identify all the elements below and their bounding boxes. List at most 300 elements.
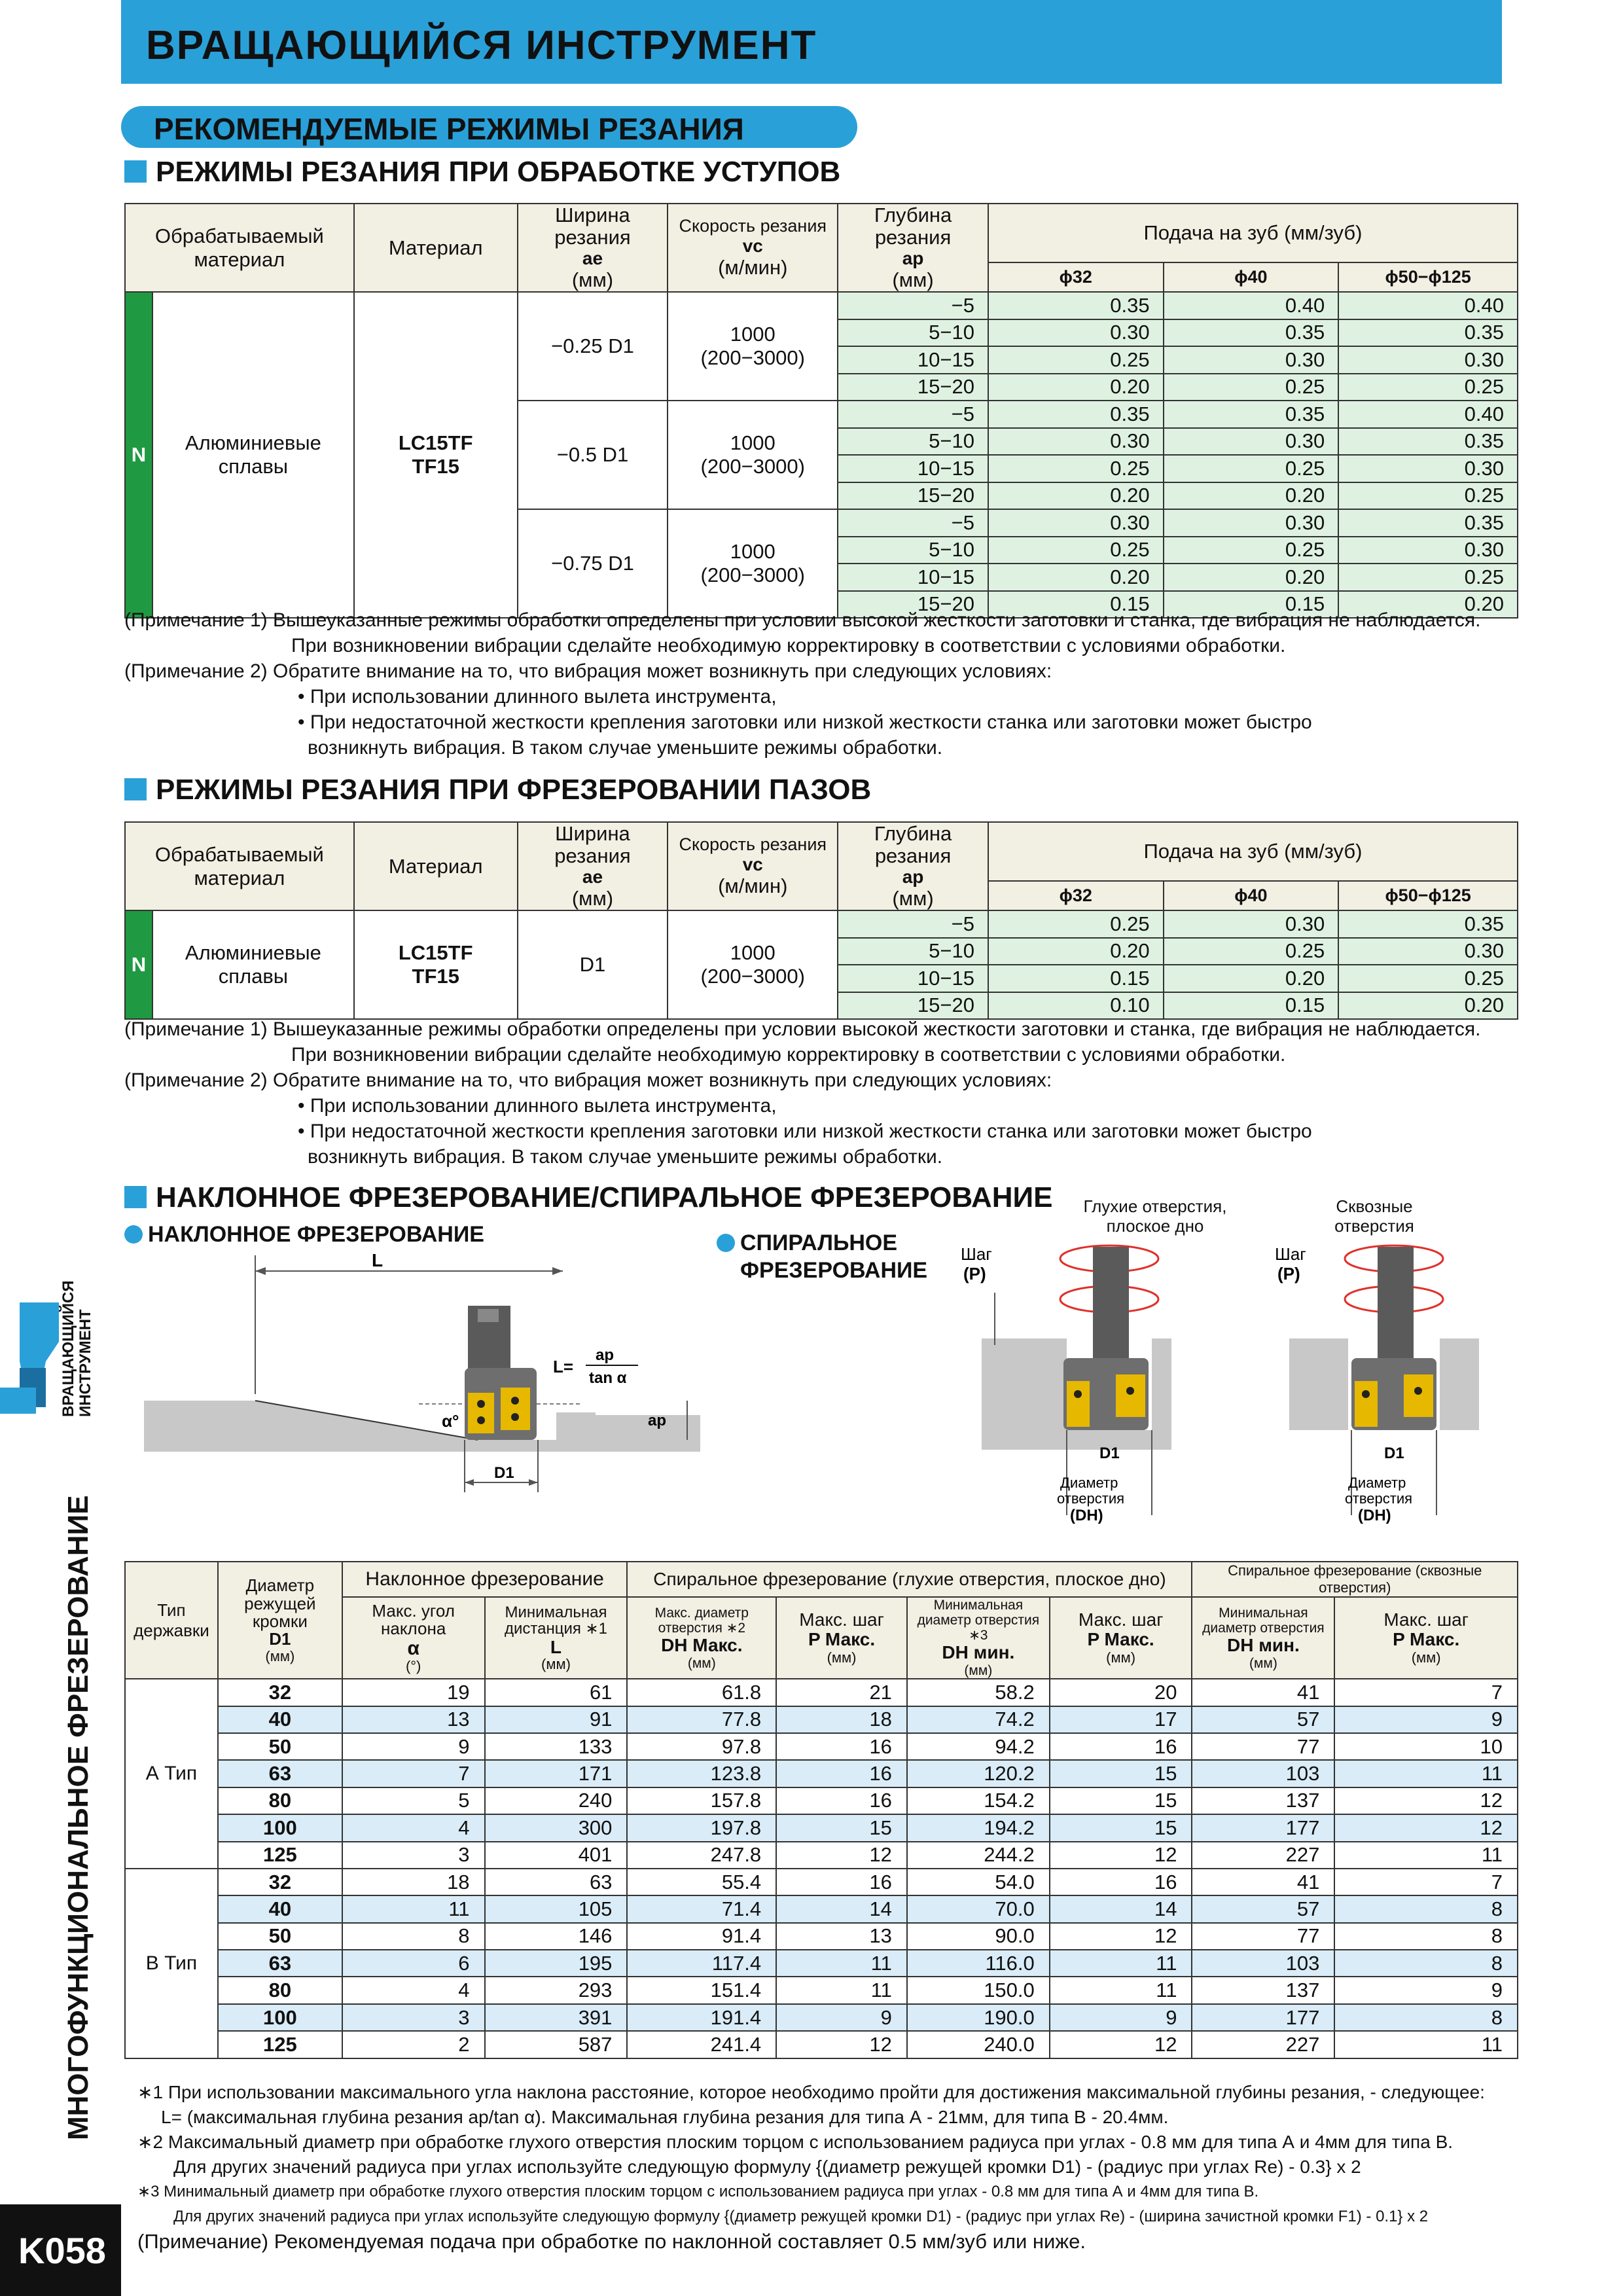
feed-value: 0.30	[1164, 428, 1339, 456]
feed-value: 0.35	[988, 401, 1164, 428]
ramp-formula-num: ap	[596, 1346, 615, 1364]
ramp-value: 103	[1192, 1950, 1334, 1977]
material-group-code: N	[125, 292, 152, 618]
header-helix-blind: Спиральное фрезерование (глухие отверстия, плоское дно)	[627, 1562, 1192, 1597]
ramp-value: 4	[342, 1977, 485, 2003]
cutting-diameter: 80	[218, 1787, 342, 1814]
cutting-diameter: 32	[218, 1679, 342, 1706]
feed-value: 0.20	[988, 938, 1164, 965]
blind-hole-label: Глухие отверстия, плоское дно	[1083, 1196, 1227, 1236]
feed-value: 0.35	[1338, 910, 1518, 938]
ramp-value: 191.4	[627, 2004, 776, 2031]
feed-value: 0.35	[1164, 401, 1339, 428]
cutting-diameter: 50	[218, 1733, 342, 1760]
header-material: Материал	[354, 822, 518, 910]
section-pill	[121, 106, 857, 148]
ramp-value: 194.2	[907, 1814, 1050, 1841]
ramp-value: 16	[776, 1733, 907, 1760]
ramp-value: 247.8	[627, 1842, 776, 1869]
ramp-value: 58.2	[907, 1679, 1050, 1706]
depth-of-cut: 15−20	[838, 591, 988, 619]
ramp-value: 55.4	[627, 1869, 776, 1895]
ramp-value: 8	[1334, 1923, 1518, 1950]
depth-of-cut: 10−15	[838, 965, 988, 992]
feed-value: 0.25	[1338, 564, 1518, 591]
ramp-value: 293	[485, 1977, 628, 2003]
ramp-value: 4	[342, 1814, 485, 1841]
ramp-value: 151.4	[627, 1977, 776, 2003]
feed-value: 0.25	[1164, 537, 1339, 564]
feed-value: 0.40	[1338, 292, 1518, 319]
page-number: K058	[18, 2230, 106, 2271]
ramp-value: 57	[1192, 1895, 1334, 1922]
ramp-value: 5	[342, 1787, 485, 1814]
section-pill-label: РЕКОМЕНДУЕМЫЕ РЕЖИМЫ РЕЗАНИЯ	[154, 112, 744, 146]
ramp-value: 19	[342, 1679, 485, 1706]
ramp-value: 241.4	[627, 2031, 776, 2058]
ramp-value: 116.0	[907, 1950, 1050, 1977]
header-p-max: Макс. шаг P Макс. (мм)	[776, 1597, 907, 1679]
feed-value: 0.30	[1338, 938, 1518, 965]
header-material-group: Обрабатываемый материал	[125, 204, 354, 292]
dh-label-1: Диаметр	[1348, 1475, 1406, 1491]
table-row	[125, 910, 1518, 938]
depth-of-cut: 10−15	[838, 346, 988, 374]
feed-value: 0.30	[1338, 537, 1518, 564]
ramp-ap-label: ap	[648, 1412, 667, 1429]
header-material-group: Обрабатываемый материал	[125, 822, 354, 910]
ramp-value: 103	[1192, 1760, 1334, 1787]
ramp-value: 12	[1050, 2031, 1192, 2058]
feed-value: 0.25	[988, 910, 1164, 938]
feed-value: 0.25	[988, 455, 1164, 482]
width-of-cut: D1	[518, 910, 668, 1019]
depth-of-cut: −5	[838, 292, 988, 319]
feed-value: 0.25	[1164, 455, 1339, 482]
header-feed: Подача на зуб (мм/зуб)	[988, 204, 1518, 262]
holder-type: А Тип	[125, 1679, 218, 1869]
header-material: Материал	[354, 204, 518, 292]
ramp-value: 7	[1334, 1869, 1518, 1895]
table-row	[125, 1977, 1518, 2003]
depth-of-cut: −5	[838, 509, 988, 537]
ramp-value: 63	[485, 1869, 628, 1895]
header-ap: Глубина резания ap (мм)	[838, 822, 988, 910]
ramp-value: 240.0	[907, 2031, 1050, 2058]
section-slot-title: РЕЖИМЫ РЕЗАНИЯ ПРИ ФРЕЗЕРОВАНИИ ПАЗОВ	[124, 774, 871, 806]
section-shoulder-title: РЕЖИМЫ РЕЗАНИЯ ПРИ ОБРАБОТКЕ УСТУПОВ	[124, 156, 840, 188]
ramp-value: 3	[342, 2004, 485, 2031]
helix-d1-label: D1	[1384, 1444, 1404, 1462]
ramp-value: 11	[1334, 1760, 1518, 1787]
ramp-value: 15	[1050, 1787, 1192, 1814]
rotating-tool-icon	[0, 1302, 59, 1417]
ramp-value: 300	[485, 1814, 628, 1841]
ramp-value: 240	[485, 1787, 628, 1814]
table-row	[125, 1923, 1518, 1950]
page-header-bar	[121, 0, 1502, 84]
material-grade: LC15TF TF15	[354, 910, 518, 1019]
header-ae: Ширина резания ae (мм)	[518, 822, 668, 910]
dh-label-2: отверстия	[1345, 1490, 1413, 1507]
ramp-value: 16	[1050, 1733, 1192, 1760]
square-bullet-icon	[124, 160, 147, 183]
ramp-value: 177	[1192, 1814, 1334, 1841]
feed-value: 0.25	[1164, 374, 1339, 401]
depth-of-cut: 5−10	[838, 537, 988, 564]
ramp-value: 16	[776, 1869, 907, 1895]
ramp-value: 16	[776, 1787, 907, 1814]
ramp-value: 11	[1050, 1950, 1192, 1977]
header-ae: Ширина резания ae (мм)	[518, 204, 668, 292]
slot-notes: (Примечание 1) Вышеуказанные режимы обработки определены при условии высокой жесткости заготовки и станка, где вибрация не наблюдается. При возникновении вибрации сделайте необходимую корректировку в соответствии с условиями обработки. (Примечание 2) Обратите внимание на то, что вибрация может возникнуть при следующих условиях: • При использовании длинного вылета инструмента, • При недостаточной жесткости крепления заготовки или низкой жесткости станка или заготовки может быстро возникнуть вибрация. В таком случае уменьшите режимы обработки.	[124, 1018, 1481, 1168]
table-row	[125, 2031, 1518, 2058]
helix-blind-diagram	[955, 1234, 1204, 1541]
through-hole-label: Сквозные отверстия	[1334, 1196, 1414, 1236]
ramp-value: 10	[1334, 1733, 1518, 1760]
ramp-subtitle: НАКЛОННОЕ ФРЕЗЕРОВАНИЕ	[124, 1222, 484, 1247]
ramp-value: 9	[1050, 2004, 1192, 2031]
ramp-value: 120.2	[907, 1760, 1050, 1787]
ramp-value: 12	[1050, 1842, 1192, 1869]
ramp-value: 9	[1334, 1977, 1518, 2003]
ramp-value: 16	[776, 1760, 907, 1787]
ramp-value: 71.4	[627, 1895, 776, 1922]
dh-label-3: (DH)	[1070, 1507, 1103, 1524]
ramp-value: 57	[1192, 1706, 1334, 1733]
slot-table	[124, 821, 1518, 1020]
feed-value: 0.30	[1164, 910, 1339, 938]
sidebar-tab[interactable]	[0, 1280, 98, 1417]
ramp-value: 11	[1334, 2031, 1518, 2058]
circle-bullet-icon	[717, 1234, 735, 1252]
ramp-value: 61	[485, 1679, 628, 1706]
shoulder-table	[124, 203, 1518, 619]
square-bullet-icon	[124, 1186, 147, 1208]
ramp-value: 21	[776, 1679, 907, 1706]
table-row	[125, 1950, 1518, 1977]
header-ramp: Наклонное фрезерование	[342, 1562, 628, 1597]
header-d50: ϕ50−ϕ125	[1338, 881, 1518, 910]
ramp-value: 157.8	[627, 1787, 776, 1814]
header-ap: Глубина резания ap (мм)	[838, 204, 988, 292]
ramp-value: 8	[342, 1923, 485, 1950]
ramp-value: 74.2	[907, 1706, 1050, 1733]
ramp-value: 117.4	[627, 1950, 776, 1977]
feed-value: 0.20	[1164, 965, 1339, 992]
ramp-value: 150.0	[907, 1977, 1050, 2003]
ramp-value: 195	[485, 1950, 628, 1977]
depth-of-cut: 15−20	[838, 482, 988, 510]
header-dh-max: Макс. диаметр отверстия ∗2 DH Макс. (мм)	[627, 1597, 776, 1679]
header-holder-type: Тип державки	[125, 1562, 218, 1679]
pitch-label: Шаг	[1275, 1244, 1306, 1264]
width-of-cut: −0.75 D1	[518, 509, 668, 618]
ramp-value: 97.8	[627, 1733, 776, 1760]
depth-of-cut: 10−15	[838, 455, 988, 482]
header-max-angle: Макс. угол наклона α (°)	[342, 1597, 485, 1679]
feed-value: 0.30	[1338, 455, 1518, 482]
ramp-value: 7	[1334, 1679, 1518, 1706]
feed-value: 0.35	[1338, 319, 1518, 347]
feed-value: 0.25	[1338, 965, 1518, 992]
depth-of-cut: −5	[838, 401, 988, 428]
ramp-value: 137	[1192, 1977, 1334, 2003]
feed-value: 0.20	[1164, 564, 1339, 591]
cutting-diameter: 50	[218, 1923, 342, 1950]
ramp-value: 2	[342, 2031, 485, 2058]
ramp-alpha-label: α°	[442, 1411, 459, 1431]
ramp-value: 17	[1050, 1706, 1192, 1733]
header-min-distance: Минимальная дистанция ∗1 L (мм)	[485, 1597, 628, 1679]
header-d40: ϕ40	[1164, 881, 1339, 910]
feed-value: 0.35	[1164, 319, 1339, 347]
circle-bullet-icon	[124, 1225, 143, 1244]
feed-value: 0.25	[988, 537, 1164, 564]
ramp-value: 54.0	[907, 1869, 1050, 1895]
feed-value: 0.15	[1164, 992, 1339, 1020]
ramp-value: 12	[776, 1842, 907, 1869]
shoulder-notes: (Примечание 1) Вышеуказанные режимы обработки определены при условии высокой жесткости заготовки и станка, где вибрация не наблюдается. При возникновении вибрации сделайте необходимую корректировку в соответствии с условиями обработки. (Примечание 2) Обратите внимание на то, что вибрация может возникнуть при следующих условиях: • При использовании длинного вылета инструмента, • При недостаточной жесткости крепления заготовки или низкой жесткости станка или заготовки может быстро возникнуть вибрация. В таком случае уменьшите режимы обработки.	[124, 609, 1481, 759]
ramp-helix-table	[124, 1561, 1518, 2059]
ramp-value: 190.0	[907, 2004, 1050, 2031]
header-d50: ϕ50−ϕ125	[1338, 262, 1518, 292]
header-feed: Подача на зуб (мм/зуб)	[988, 822, 1518, 881]
helix-subtitle: СПИРАЛЬНОЕ	[717, 1230, 897, 1256]
header-d40: ϕ40	[1164, 262, 1339, 292]
ramp-value: 77	[1192, 1733, 1334, 1760]
holder-type: В Тип	[125, 1869, 218, 2058]
ramp-value: 11	[1334, 1842, 1518, 1869]
cutting-diameter: 63	[218, 1950, 342, 1977]
material-group-name: Алюминиевые сплавы	[152, 292, 354, 618]
feed-value: 0.30	[1164, 346, 1339, 374]
cutting-diameter: 63	[218, 1760, 342, 1787]
table-row	[125, 1842, 1518, 1869]
ramp-value: 227	[1192, 1842, 1334, 1869]
ramp-value: 14	[776, 1895, 907, 1922]
ramp-value: 12	[1050, 1923, 1192, 1950]
cutting-speed: 1000 (200−3000)	[668, 509, 838, 618]
helix-through-diagram	[1270, 1234, 1505, 1541]
table-row	[125, 1679, 1518, 1706]
sidebar-tab-label: ВРАЩАЮЩИЙСЯ ИНСТРУМЕНТ	[60, 1280, 94, 1417]
feed-value: 0.40	[1164, 292, 1339, 319]
ramp-value: 77.8	[627, 1706, 776, 1733]
ramp-value: 146	[485, 1923, 628, 1950]
header-dh-min-through: Минимальная диаметр отверстия DH мин. (мм)	[1192, 1597, 1334, 1679]
page-title: ВРАЩАЮЩИЙСЯ ИНСТРУМЕНТ	[146, 23, 817, 68]
ramp-formula-l: L=	[553, 1357, 574, 1376]
ramp-value: 177	[1192, 2004, 1334, 2031]
ramp-value: 70.0	[907, 1895, 1050, 1922]
feed-value: 0.25	[988, 346, 1164, 374]
ramp-value: 11	[1050, 1977, 1192, 2003]
feed-value: 0.30	[988, 428, 1164, 456]
feed-value: 0.25	[1164, 938, 1339, 965]
ramp-value: 9	[342, 1733, 485, 1760]
ramp-value: 8	[1334, 1950, 1518, 1977]
ramp-value: 18	[776, 1706, 907, 1733]
side-section-title: МНОГОФУНКЦИОНАЛЬНОЕ ФРЕЗЕРОВАНИЕ	[62, 1495, 94, 2140]
pitch-p-label: (P)	[963, 1264, 986, 1283]
feed-value: 0.15	[988, 965, 1164, 992]
footnotes: ∗1 При использовании максимального угла наклона расстояние, которое необходимо пройти для достижения максимальной глубины резания, - следующее: L= (максимальная глубина резания ap/tan α). Максимальная глубина резания для типа А - 21мм, для типа В - 20.4мм. ∗2 Максимальный диаметр при обработке глухого отверстия плоским торцом с использованием радиуса при углах - 0.8 мм для типа А и 4мм для типа В. Для других значений радиуса при углах используйте следующую формулу {(диаметр режущей кромки D1) - (радиус при углах Re) - 0.3} x 2 ∗3 Минимальный диаметр при обработке глухого отверстия плоским торцом с использованием радиуса при углах - 0.8 мм для типа А и 4мм для типа В. Для других значений радиуса при углах используйте следующую формулу {(диаметр режущей кромки D1) - (радиус при углах Re) - (ширина зачистной кромки F1) - 0.1} x 2 (Примечание) Рекомендуемая подача при обработке по наклонной составляет 0.5 мм/зуб или ниже.	[137, 2082, 1485, 2253]
cutting-diameter: 100	[218, 1814, 342, 1841]
ramp-value: 9	[1334, 1706, 1518, 1733]
feed-value: 0.15	[1164, 591, 1339, 619]
cutting-diameter: 40	[218, 1706, 342, 1733]
ramp-value: 20	[1050, 1679, 1192, 1706]
depth-of-cut: 5−10	[838, 428, 988, 456]
cutting-diameter: 125	[218, 1842, 342, 1869]
ramp-value: 13	[342, 1706, 485, 1733]
ramp-value: 197.8	[627, 1814, 776, 1841]
table-row	[125, 1869, 1518, 1895]
header-d1: Диаметр режущей кромки D1 (мм)	[218, 1562, 342, 1679]
cutting-diameter: 32	[218, 1869, 342, 1895]
dh-label-1: Диаметр	[1060, 1475, 1118, 1491]
feed-value: 0.30	[1164, 509, 1339, 537]
header-vc: Скорость резания vc (м/мин)	[668, 822, 838, 910]
ramp-formula-den: tan α	[589, 1369, 627, 1387]
cutting-speed: 1000 (200−3000)	[668, 401, 838, 509]
feed-value: 0.20	[1338, 992, 1518, 1020]
feed-value: 0.20	[988, 482, 1164, 510]
ramp-value: 133	[485, 1733, 628, 1760]
pitch-label: Шаг	[961, 1244, 992, 1264]
ramp-value: 41	[1192, 1869, 1334, 1895]
ramp-value: 137	[1192, 1787, 1334, 1814]
depth-of-cut: 15−20	[838, 992, 988, 1020]
page-number-box	[0, 2204, 121, 2296]
pitch-p-label: (P)	[1277, 1264, 1300, 1283]
feed-value: 0.30	[988, 509, 1164, 537]
cutting-diameter: 125	[218, 2031, 342, 2058]
table-row	[125, 1787, 1518, 1814]
feed-value: 0.10	[988, 992, 1164, 1020]
ramp-value: 11	[776, 1977, 907, 2003]
feed-value: 0.15	[988, 591, 1164, 619]
ramp-value: 16	[1050, 1869, 1192, 1895]
ramp-diagram	[137, 1244, 713, 1505]
table-row	[125, 2004, 1518, 2031]
table-row	[125, 1706, 1518, 1733]
helix-subtitle-2: ФРЕЗЕРОВАНИЕ	[740, 1258, 928, 1283]
header-p-max-through: Макс. шаг P Макс. (мм)	[1334, 1597, 1518, 1679]
feed-value: 0.30	[988, 319, 1164, 347]
feed-value: 0.35	[1338, 509, 1518, 537]
square-bullet-icon	[124, 778, 147, 800]
ramp-d1-label: D1	[494, 1464, 514, 1482]
ramp-value: 12	[1334, 1787, 1518, 1814]
ramp-value: 12	[1334, 1814, 1518, 1841]
width-of-cut: −0.5 D1	[518, 401, 668, 509]
ramp-value: 77	[1192, 1923, 1334, 1950]
cutting-speed: 1000 (200−3000)	[668, 910, 838, 1019]
ramp-value: 7	[342, 1760, 485, 1787]
dh-label-3: (DH)	[1358, 1507, 1391, 1524]
depth-of-cut: 5−10	[838, 938, 988, 965]
cutting-speed: 1000 (200−3000)	[668, 292, 838, 401]
ramp-value: 15	[776, 1814, 907, 1841]
table-row	[125, 1814, 1518, 1841]
section-ramp-title: НАКЛОННОЕ ФРЕЗЕРОВАНИЕ/СПИРАЛЬНОЕ ФРЕЗЕРОВАНИЕ	[124, 1181, 1053, 1214]
ramp-value: 91	[485, 1706, 628, 1733]
depth-of-cut: 10−15	[838, 564, 988, 591]
table-row	[125, 1895, 1518, 1922]
header-d32: ϕ32	[988, 881, 1164, 910]
ramp-value: 12	[776, 2031, 907, 2058]
ramp-value: 227	[1192, 2031, 1334, 2058]
ramp-value: 123.8	[627, 1760, 776, 1787]
width-of-cut: −0.25 D1	[518, 292, 668, 401]
ramp-value: 18	[342, 1869, 485, 1895]
ramp-value: 6	[342, 1950, 485, 1977]
ramp-value: 91.4	[627, 1923, 776, 1950]
feed-value: 0.20	[1164, 482, 1339, 510]
table-row	[125, 1733, 1518, 1760]
helix-d1-label: D1	[1099, 1444, 1120, 1462]
table-row	[125, 292, 1518, 319]
ramp-value: 13	[776, 1923, 907, 1950]
depth-of-cut: −5	[838, 910, 988, 938]
ramp-value: 15	[1050, 1814, 1192, 1841]
material-group-name: Алюминиевые сплавы	[152, 910, 354, 1019]
ramp-value: 41	[1192, 1679, 1334, 1706]
feed-value: 0.25	[1338, 374, 1518, 401]
depth-of-cut: 5−10	[838, 319, 988, 347]
dh-label-2: отверстия	[1057, 1490, 1125, 1507]
cutting-diameter: 100	[218, 2004, 342, 2031]
feed-value: 0.20	[988, 564, 1164, 591]
ramp-l-label: L	[372, 1250, 383, 1270]
feed-value: 0.30	[1338, 346, 1518, 374]
ramp-value: 8	[1334, 2004, 1518, 2031]
ramp-value: 8	[1334, 1895, 1518, 1922]
header-d32: ϕ32	[988, 262, 1164, 292]
ramp-value: 587	[485, 2031, 628, 2058]
ramp-value: 171	[485, 1760, 628, 1787]
feed-value: 0.40	[1338, 401, 1518, 428]
material-grade: LC15TF TF15	[354, 292, 518, 618]
ramp-value: 61.8	[627, 1679, 776, 1706]
ramp-value: 244.2	[907, 1842, 1050, 1869]
feed-value: 0.20	[988, 374, 1164, 401]
cutting-diameter: 40	[218, 1895, 342, 1922]
header-dh-min: Минимальная диаметр отверстия ∗3 DH мин. (мм)	[907, 1597, 1050, 1679]
ramp-value: 391	[485, 2004, 628, 2031]
table-row	[125, 1760, 1518, 1787]
ramp-value: 90.0	[907, 1923, 1050, 1950]
ramp-value: 9	[776, 2004, 907, 2031]
header-p-max-2: Макс. шаг P Макс. (мм)	[1050, 1597, 1192, 1679]
depth-of-cut: 15−20	[838, 374, 988, 401]
cutting-diameter: 80	[218, 1977, 342, 2003]
feed-value: 0.20	[1338, 591, 1518, 619]
ramp-value: 3	[342, 1842, 485, 1869]
feed-value: 0.25	[1338, 482, 1518, 510]
ramp-value: 105	[485, 1895, 628, 1922]
header-helix-through: Спиральное фрезерование (сквозные отверстия)	[1192, 1562, 1518, 1597]
ramp-value: 401	[485, 1842, 628, 1869]
feed-value: 0.35	[1338, 428, 1518, 456]
ramp-value: 94.2	[907, 1733, 1050, 1760]
ramp-value: 14	[1050, 1895, 1192, 1922]
header-vc: Скорость резания vc (м/мин)	[668, 204, 838, 292]
material-group-code: N	[125, 910, 152, 1019]
ramp-value: 15	[1050, 1760, 1192, 1787]
